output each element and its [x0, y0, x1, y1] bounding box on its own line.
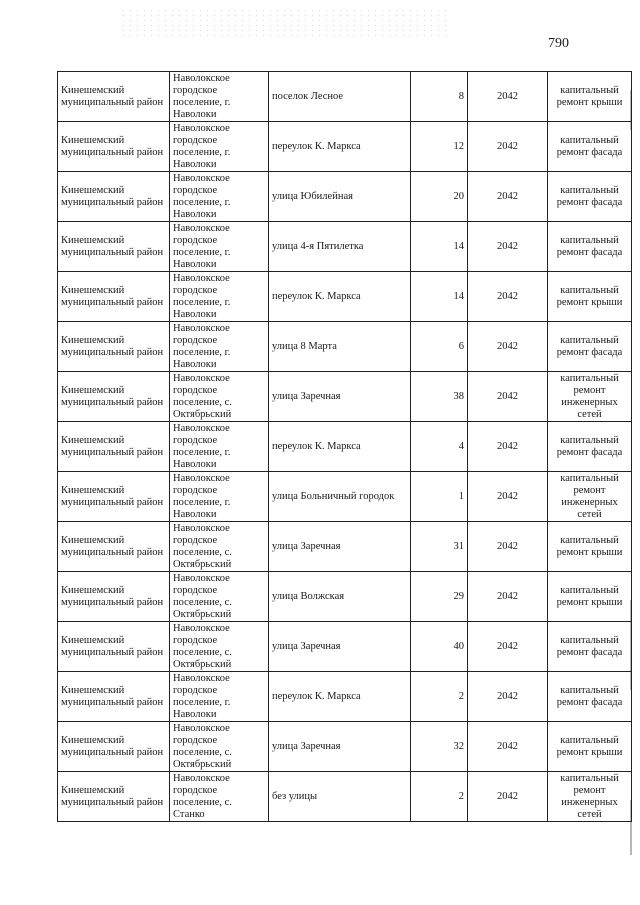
district-cell: Кинешемский муниципальный район	[58, 322, 170, 372]
house-number-cell: 6	[411, 322, 468, 372]
year-cell: 2042	[468, 372, 548, 422]
work-type-cell: капитальный ремонт инженерных сетей	[548, 372, 632, 422]
settlement-cell: Наволокское городское поселение, г. Наволоки	[170, 422, 269, 472]
house-number-cell: 8	[411, 72, 468, 122]
street-cell: без улицы	[269, 772, 411, 822]
year-cell: 2042	[468, 72, 548, 122]
settlement-cell: Наволокское городское поселение, г. Наволоки	[170, 472, 269, 522]
settlement-cell: Наволокское городское поселение, с. Октябрьский	[170, 622, 269, 672]
street-cell: переулок К. Маркса	[269, 672, 411, 722]
year-cell: 2042	[468, 572, 548, 622]
district-cell: Кинешемский муниципальный район	[58, 122, 170, 172]
house-number-cell: 1	[411, 472, 468, 522]
year-cell: 2042	[468, 522, 548, 572]
settlement-cell: Наволокское городское поселение, с. Октябрьский	[170, 572, 269, 622]
street-cell: улица Больничный городок	[269, 472, 411, 522]
street-cell: улица Заречная	[269, 522, 411, 572]
work-type-cell: капитальный ремонт крыши	[548, 272, 632, 322]
year-cell: 2042	[468, 772, 548, 822]
house-number-cell: 31	[411, 522, 468, 572]
year-cell: 2042	[468, 422, 548, 472]
year-cell: 2042	[468, 722, 548, 772]
table-row	[58, 472, 632, 522]
work-type-cell: капитальный ремонт инженерных сетей	[548, 772, 632, 822]
year-cell: 2042	[468, 472, 548, 522]
settlement-cell: Наволокское городское поселение, г. Наволоки	[170, 272, 269, 322]
street-cell: улица Заречная	[269, 622, 411, 672]
street-cell: улица 4-я Пятилетка	[269, 222, 411, 272]
table-row	[58, 72, 632, 122]
district-cell: Кинешемский муниципальный район	[58, 422, 170, 472]
settlement-cell: Наволокское городское поселение, г. Наволоки	[170, 172, 269, 222]
work-type-cell: капитальный ремонт крыши	[548, 572, 632, 622]
settlement-cell: Наволокское городское поселение, г. Наволоки	[170, 222, 269, 272]
table-row	[58, 122, 632, 172]
year-cell: 2042	[468, 172, 548, 222]
house-number-cell: 14	[411, 222, 468, 272]
work-type-cell: капитальный ремонт инженерных сетей	[548, 472, 632, 522]
work-type-cell: капитальный ремонт крыши	[548, 722, 632, 772]
settlement-cell: Наволокское городское поселение, г. Наволоки	[170, 322, 269, 372]
table-row	[58, 672, 632, 722]
house-number-cell: 2	[411, 672, 468, 722]
settlement-cell: Наволокское городское поселение, г. Наволоки	[170, 72, 269, 122]
street-cell: улица Заречная	[269, 722, 411, 772]
house-number-cell: 20	[411, 172, 468, 222]
year-cell: 2042	[468, 122, 548, 172]
table-body	[58, 72, 632, 822]
settlement-cell: Наволокское городское поселение, г. Наволоки	[170, 672, 269, 722]
street-cell: переулок К. Маркса	[269, 422, 411, 472]
table-row	[58, 722, 632, 772]
district-cell: Кинешемский муниципальный район	[58, 672, 170, 722]
table-row	[58, 372, 632, 422]
house-number-cell: 38	[411, 372, 468, 422]
district-cell: Кинешемский муниципальный район	[58, 172, 170, 222]
work-type-cell: капитальный ремонт крыши	[548, 522, 632, 572]
year-cell: 2042	[468, 672, 548, 722]
settlement-cell: Наволокское городское поселение, с. Октябрьский	[170, 372, 269, 422]
district-cell: Кинешемский муниципальный район	[58, 522, 170, 572]
scan-noise	[120, 8, 450, 38]
district-cell: Кинешемский муниципальный район	[58, 622, 170, 672]
street-cell: улица Юбилейная	[269, 172, 411, 222]
work-type-cell: капитальный ремонт крыши	[548, 72, 632, 122]
work-type-cell: капитальный ремонт фасада	[548, 672, 632, 722]
house-number-cell: 4	[411, 422, 468, 472]
house-number-cell: 14	[411, 272, 468, 322]
house-number-cell: 2	[411, 772, 468, 822]
table-row	[58, 422, 632, 472]
district-cell: Кинешемский муниципальный район	[58, 272, 170, 322]
street-cell: улица Волжская	[269, 572, 411, 622]
street-cell: улица 8 Марта	[269, 322, 411, 372]
settlement-cell: Наволокское городское поселение, с. Октябрьский	[170, 722, 269, 772]
district-cell: Кинешемский муниципальный район	[58, 72, 170, 122]
district-cell: Кинешемский муниципальный район	[58, 472, 170, 522]
work-type-cell: капитальный ремонт фасада	[548, 172, 632, 222]
work-type-cell: капитальный ремонт фасада	[548, 422, 632, 472]
table-row	[58, 572, 632, 622]
settlement-cell: Наволокское городское поселение, с. Октябрьский	[170, 522, 269, 572]
street-cell: переулок К. Маркса	[269, 122, 411, 172]
district-cell: Кинешемский муниципальный район	[58, 222, 170, 272]
district-cell: Кинешемский муниципальный район	[58, 372, 170, 422]
year-cell: 2042	[468, 622, 548, 672]
table-row	[58, 222, 632, 272]
house-number-cell: 29	[411, 572, 468, 622]
district-cell: Кинешемский муниципальный район	[58, 722, 170, 772]
page-number: 790	[548, 36, 569, 51]
street-cell: переулок К. Маркса	[269, 272, 411, 322]
street-cell: улица Заречная	[269, 372, 411, 422]
house-number-cell: 32	[411, 722, 468, 772]
settlement-cell: Наволокское городское поселение, г. Наволоки	[170, 122, 269, 172]
house-number-cell: 40	[411, 622, 468, 672]
housing-repair-table	[57, 71, 632, 822]
work-type-cell: капитальный ремонт фасада	[548, 622, 632, 672]
table-row	[58, 772, 632, 822]
year-cell: 2042	[468, 272, 548, 322]
year-cell: 2042	[468, 322, 548, 372]
street-cell: поселок Лесное	[269, 72, 411, 122]
district-cell: Кинешемский муниципальный район	[58, 572, 170, 622]
table-row	[58, 172, 632, 222]
table-row	[58, 272, 632, 322]
work-type-cell: капитальный ремонт фасада	[548, 122, 632, 172]
table-row	[58, 522, 632, 572]
work-type-cell: капитальный ремонт фасада	[548, 322, 632, 372]
table-row	[58, 322, 632, 372]
house-number-cell: 12	[411, 122, 468, 172]
work-type-cell: капитальный ремонт фасада	[548, 222, 632, 272]
district-cell: Кинешемский муниципальный район	[58, 772, 170, 822]
year-cell: 2042	[468, 222, 548, 272]
settlement-cell: Наволокское городское поселение, с. Станко	[170, 772, 269, 822]
table-row	[58, 622, 632, 672]
